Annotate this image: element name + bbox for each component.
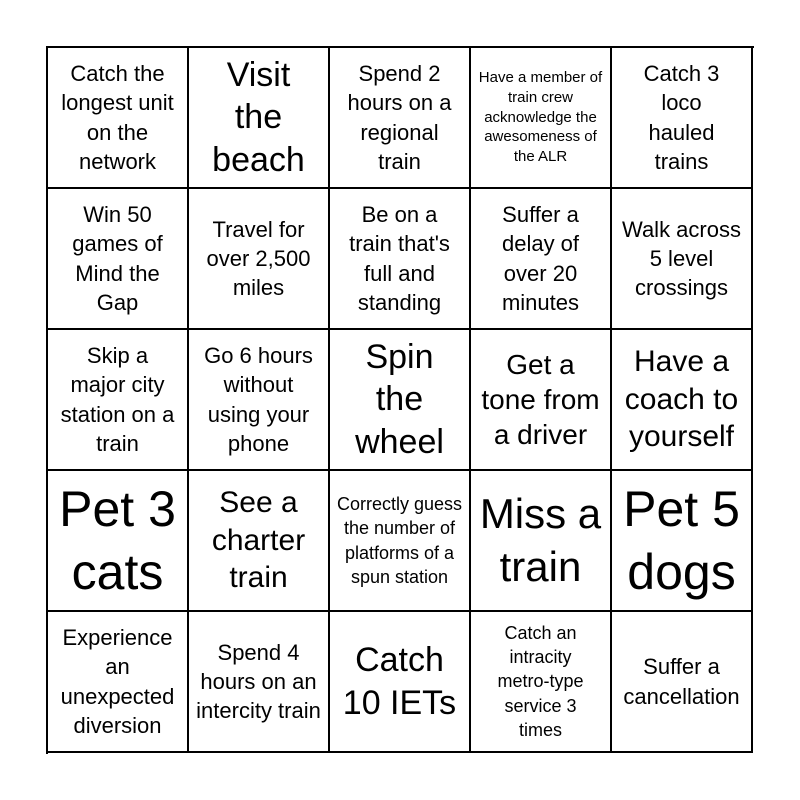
bingo-cell-text: Correctly guess the number of platforms of a spun station	[336, 493, 463, 587]
bingo-cell-r5c5[interactable]	[612, 612, 753, 753]
bingo-cell-text: Catch the longest unit on the network	[61, 61, 174, 174]
bingo-cell-text: See a charter train	[211, 486, 306, 595]
bingo-cell-text: Pet 5 dogs	[623, 481, 740, 600]
bingo-cell-text: Pet 3 cats	[59, 481, 176, 600]
bingo-cell-text: Win 50 games of Mind the Gap	[72, 202, 163, 315]
bingo-cell-r5c2[interactable]	[189, 612, 330, 753]
bingo-cell-r4c5[interactable]	[612, 471, 753, 612]
bingo-cell-r5c1[interactable]	[48, 612, 189, 753]
bingo-cell-text: Be on a train that's full and standing	[349, 202, 450, 315]
bingo-cell-text: Get a tone from a driver	[481, 349, 600, 450]
bingo-cell-r3c3[interactable]	[330, 330, 471, 471]
bingo-cell-r3c5[interactable]	[612, 330, 753, 471]
bingo-cell-r4c2[interactable]	[189, 471, 330, 612]
bingo-board	[46, 46, 754, 754]
bingo-cell-r1c4[interactable]	[471, 48, 612, 189]
bingo-cell-text: Suffer a cancellation	[623, 654, 740, 709]
bingo-cell-text: Spend 2 hours on a regional train	[347, 61, 452, 174]
bingo-cell-r1c5[interactable]	[612, 48, 753, 189]
bingo-cell-text: Spend 4 hours on an intercity train	[196, 639, 321, 724]
bingo-cell-r3c1[interactable]	[48, 330, 189, 471]
bingo-cell-r1c1[interactable]	[48, 48, 189, 189]
bingo-cell-r2c4[interactable]	[471, 189, 612, 330]
bingo-cell-r4c3[interactable]	[330, 471, 471, 612]
bingo-cell-r3c4[interactable]	[471, 330, 612, 471]
bingo-cell-text: Have a coach to yourself	[624, 345, 739, 454]
bingo-cell-text: Suffer a delay of over 20 minutes	[501, 202, 580, 315]
bingo-cell-text: Catch an intracity metro-type service 3 times	[497, 622, 584, 740]
bingo-cell-text: Skip a major city station on a train	[60, 343, 175, 456]
bingo-cell-r1c3[interactable]	[330, 48, 471, 189]
bingo-cell-text: Visit the beach	[212, 55, 305, 179]
bingo-cell-text: Spin the wheel	[355, 337, 444, 461]
bingo-cell-r3c2[interactable]	[189, 330, 330, 471]
bingo-cell-r2c3[interactable]	[330, 189, 471, 330]
bingo-cell-text: Experience an unexpected diversion	[60, 625, 175, 738]
bingo-cell-text: Catch 3 loco hauled trains	[643, 61, 720, 174]
bingo-cell-text: Miss a train	[479, 490, 602, 590]
bingo-cell-r5c4[interactable]	[471, 612, 612, 753]
bingo-cell-r2c1[interactable]	[48, 189, 189, 330]
bingo-cell-text: Travel for over 2,500 miles	[206, 216, 311, 301]
bingo-cell-r4c4[interactable]	[471, 471, 612, 612]
bingo-cell-r5c3[interactable]	[330, 612, 471, 753]
bingo-cell-r4c1[interactable]	[48, 471, 189, 612]
bingo-cell-text: Go 6 hours without using your phone	[204, 343, 313, 456]
bingo-cell-r1c2[interactable]	[189, 48, 330, 189]
bingo-cell-text: Have a member of train crew acknowledge the awesomeness of the ALR	[478, 68, 603, 166]
bingo-cell-r2c5[interactable]	[612, 189, 753, 330]
bingo-cell-text: Catch 10 IETs	[342, 641, 457, 722]
bingo-cell-text: Walk across 5 level crossings	[622, 216, 741, 301]
bingo-cell-r2c2[interactable]	[189, 189, 330, 330]
